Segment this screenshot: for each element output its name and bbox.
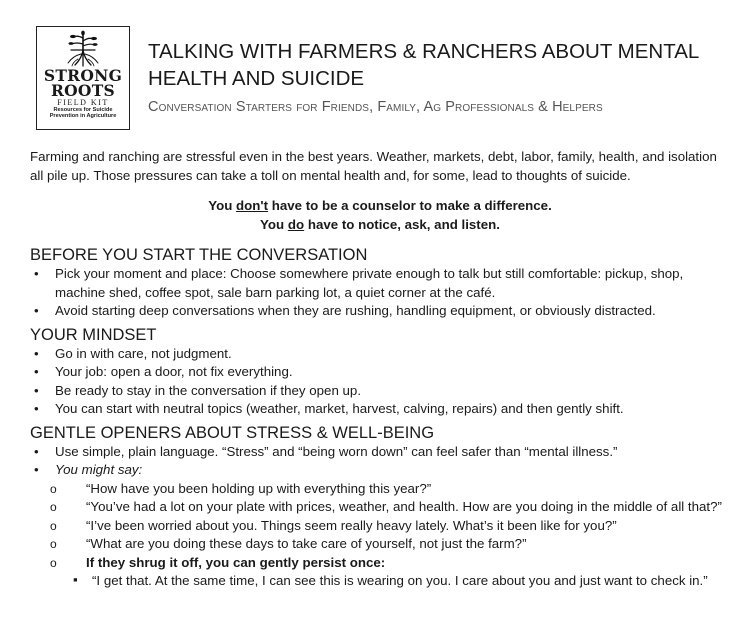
list-item: o If they shrug it off, you can gently persist once: xyxy=(50,554,386,570)
callout-line-1: You don't have to be a counselor to make a difference. xyxy=(208,198,552,213)
list-item: • Go in with care, not judgment. xyxy=(34,345,232,361)
logo-tagline-1: Resources for Suicide xyxy=(53,107,113,113)
logo-field-kit: FIELD KIT xyxy=(57,98,109,107)
section-heading-before: BEFORE YOU START THE CONVERSATION xyxy=(30,246,368,264)
list-item: • Pick your moment and place: Choose somewhere private enough to talk but still comfortable: pickup, shop, machine shed, coffee spot, sale barn parking lot, a quiet corner at the café. xyxy=(34,266,684,300)
callout-line-2: You do have to notice, ask, and listen. xyxy=(260,217,500,232)
list-item: • Your job: open a door, not fix everything. xyxy=(34,364,293,379)
strong-roots-logo xyxy=(36,26,130,130)
list-item: • Avoid starting deep conversations when they are rushing, handling equipment, or obviously distracted. xyxy=(34,303,656,318)
logo-roots: ROOTS xyxy=(50,81,116,100)
list-item: ▪ “I get that. At the same time, I can see this is wearing on you. I care about you and just want to check in.” xyxy=(73,572,708,588)
openers-subsublist xyxy=(30,572,730,591)
page-title: TALKING WITH FARMERS & RANCHERS ABOUT MENTAL HEALTH AND SUICIDE xyxy=(148,40,699,90)
page-subtitle: Conversation Starters for Friends, Family, Ag Professionals & Helpers xyxy=(148,99,603,115)
logo-tagline-2: Prevention in Agriculture xyxy=(49,113,117,119)
tree-roots-icon xyxy=(63,30,103,68)
list-item: • You can start with neutral topics (weather, market, harvest, calving, repairs) and then gently shift. xyxy=(34,401,624,416)
list-item: • Use simple, plain language. “Stress” and “being worn down” can feel safer than “mental illness.” xyxy=(34,443,618,459)
before-list xyxy=(30,265,730,321)
list-item: o “How have you been holding up with everything this year?” xyxy=(50,480,432,496)
document-body xyxy=(30,148,730,591)
list-item: • Be ready to stay in the conversation if they open up. xyxy=(34,382,362,398)
mindset-list xyxy=(30,345,730,419)
section-heading-openers: GENTLE OPENERS ABOUT STRESS & WELL-BEING xyxy=(30,423,435,442)
list-item: • You might say: xyxy=(34,462,143,477)
list-item: o “You’ve had a lot on your plate with prices, weather, and health. How are you doing in the middle of all that?” xyxy=(50,499,722,514)
section-heading-mindset: YOUR MINDSET xyxy=(30,325,157,344)
intro-paragraph: Farming and ranching are stressful even in the best years. Weather, markets, debt, labor, family, health, and isolation all pile up. Those pressures can take a toll on mental health and, for some, lead to thoughts of suicide. xyxy=(30,149,717,183)
openers-sublist xyxy=(30,480,730,573)
logo-strong: STRONG xyxy=(43,66,123,85)
openers-list xyxy=(30,443,730,480)
list-item: o “What are you doing these days to take care of yourself, not just the farm?” xyxy=(50,536,527,551)
list-item: o “I’ve been worried about you. Things seem really heavy lately. What’s it been like for you?” xyxy=(50,517,617,533)
